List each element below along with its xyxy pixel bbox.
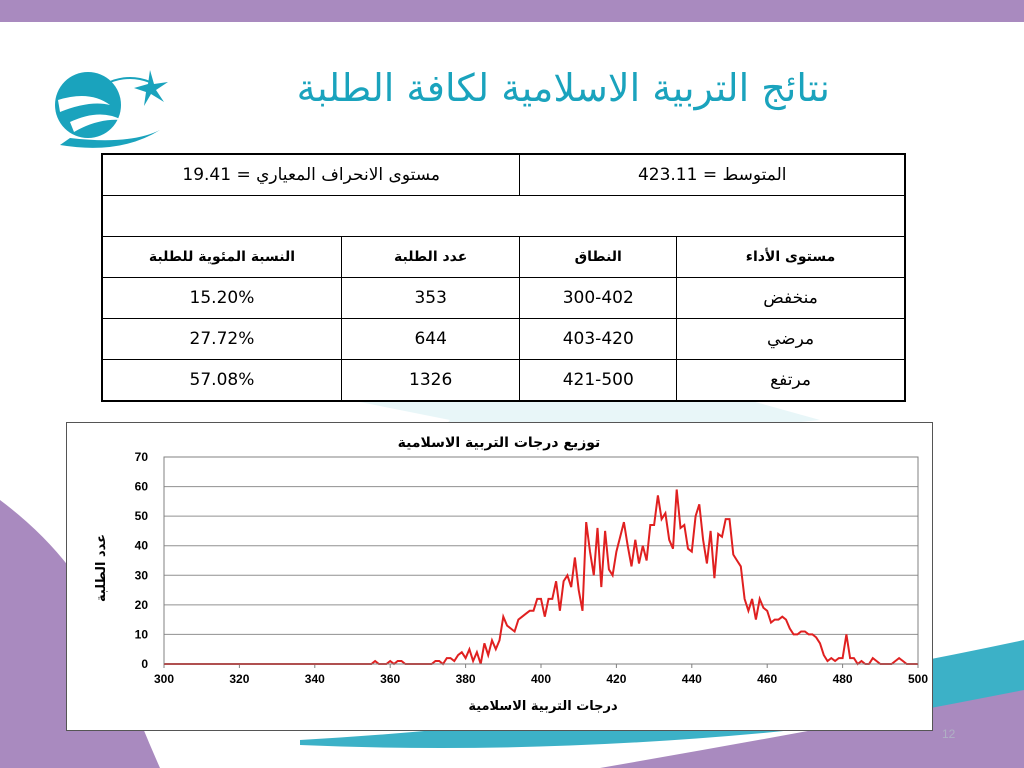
level-cell: مرضي — [677, 319, 905, 360]
logo — [50, 60, 180, 155]
table-row — [102, 360, 905, 402]
header-percent: النسبة المئوية للطلبة — [102, 237, 341, 278]
header-row — [102, 237, 905, 278]
range-cell: 421-500 — [520, 360, 677, 402]
x-tick-label: 480 — [832, 672, 853, 686]
y-tick-label: 50 — [134, 509, 148, 524]
range-cell: 300-402 — [520, 278, 677, 319]
y-tick-label: 40 — [134, 538, 148, 553]
x-axis-label: درجات التربية الاسلامية — [468, 699, 618, 714]
y-tick-label: 60 — [134, 479, 148, 494]
mean-value: 423.11 — [637, 165, 698, 185]
x-tick-label: 300 — [153, 672, 175, 686]
y-axis-label: عدد الطلبة — [94, 533, 109, 603]
plot-area — [164, 457, 918, 664]
y-tick-label: 70 — [134, 450, 148, 464]
header-level: مستوى الأداء — [677, 237, 905, 278]
header-range: النطاق — [520, 237, 677, 278]
summary-row — [102, 154, 905, 196]
results-table — [101, 153, 906, 402]
x-tick-label: 400 — [530, 672, 552, 686]
count-cell: 353 — [341, 278, 520, 319]
mean-label: المتوسط = — [702, 165, 787, 185]
level-cell: مرتفع — [677, 360, 905, 402]
x-tick-label: 500 — [907, 672, 929, 686]
percent-cell: 15.20% — [102, 278, 341, 319]
count-cell: 1326 — [341, 360, 520, 402]
x-tick-label: 380 — [455, 672, 476, 686]
percent-cell: 57.08% — [102, 360, 341, 402]
sd-cell — [102, 154, 520, 196]
tick-labels — [135, 450, 929, 686]
x-tick-label: 360 — [380, 672, 401, 686]
y-tick-label: 20 — [134, 597, 148, 612]
count-cell: 644 — [341, 319, 520, 360]
y-tick-label: 30 — [134, 568, 148, 583]
y-tick-label: 0 — [141, 657, 148, 671]
slide-title: نتائج التربية الاسلامية لكافة الطلبة — [296, 66, 830, 110]
x-tick-label: 460 — [757, 672, 778, 686]
sd-label: مستوى الانحراف المعياري = — [236, 165, 441, 185]
sd-value: 19.41 — [182, 165, 232, 185]
page-number: 12 — [942, 727, 956, 741]
x-tick-label: 340 — [304, 672, 325, 686]
grid — [164, 457, 918, 664]
header-count: عدد الطلبة — [341, 237, 520, 278]
x-tick-label: 320 — [229, 672, 250, 686]
table-row — [102, 319, 905, 360]
y-tick-label: 10 — [134, 627, 148, 642]
percent-cell: 27.72% — [102, 319, 341, 360]
chart-title: توزيع درجات التربية الاسلامية — [397, 435, 601, 451]
x-tick-label: 420 — [606, 672, 627, 686]
empty-row — [102, 196, 905, 237]
distribution-chart — [67, 423, 932, 730]
level-cell: منخفض — [677, 278, 905, 319]
chart-container — [66, 422, 933, 731]
x-tick-label: 440 — [681, 672, 702, 686]
range-cell: 403-420 — [520, 319, 677, 360]
table-row — [102, 278, 905, 319]
mean-cell — [520, 154, 905, 196]
